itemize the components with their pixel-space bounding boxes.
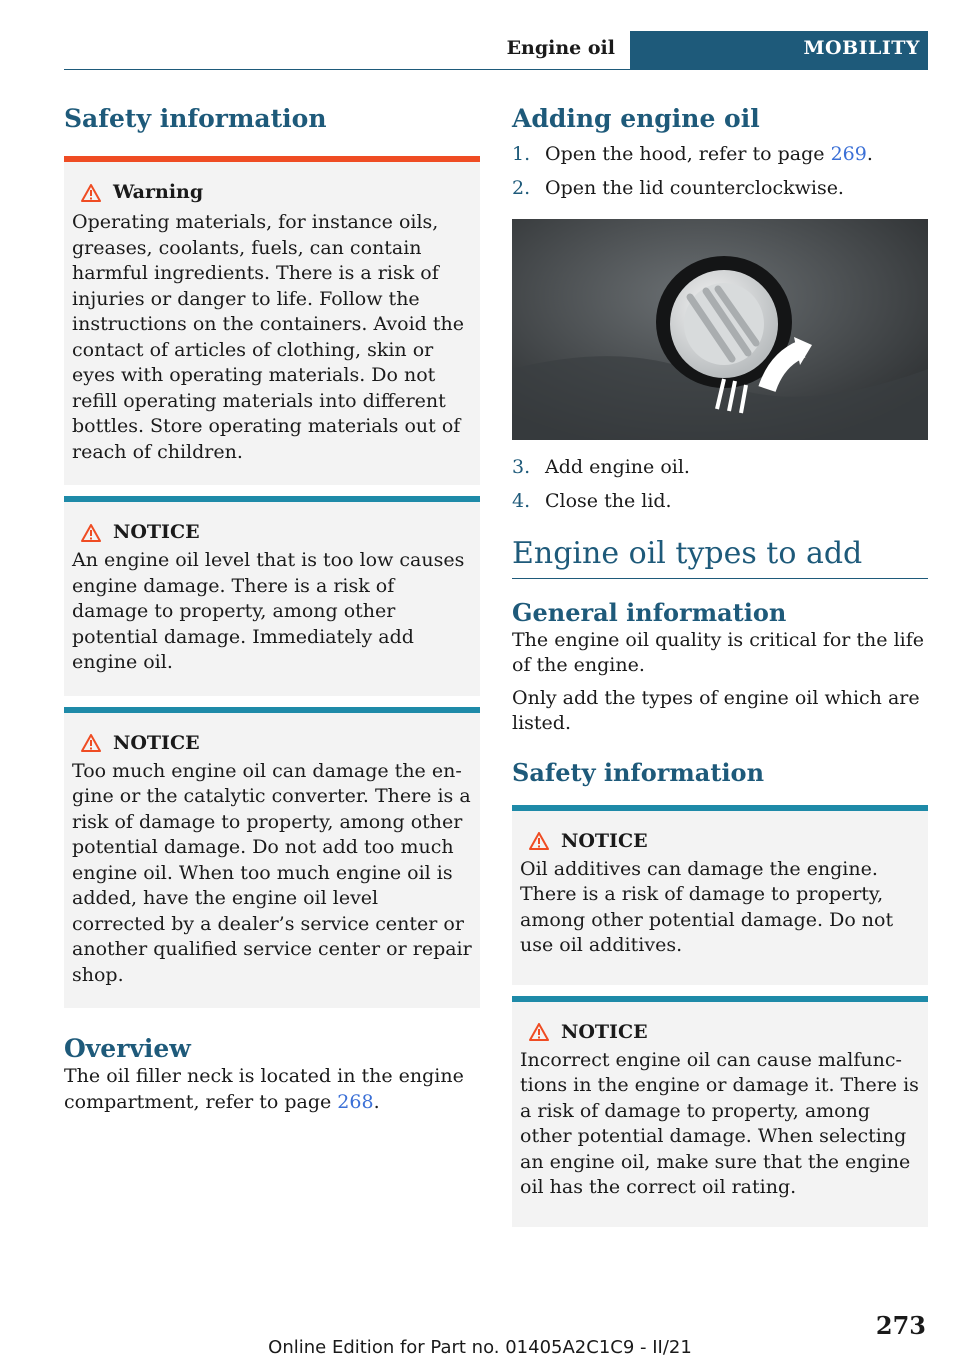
notice-title — [72, 731, 472, 756]
notice-title — [72, 520, 472, 545]
step-text-end: . — [866, 143, 873, 165]
section-heading-adding: Adding engine oil — [512, 104, 760, 133]
warning-triangle-icon — [529, 832, 561, 850]
general-paragraph-1: The engine oil quality is critical for the life of the engine. — [512, 628, 924, 677]
list-item — [512, 142, 928, 167]
header-chapter-tab: MOBILITY — [630, 31, 928, 70]
notice-text: An engine oil level that is too low causes engine damage. There is a risk of damage to property, among other potential damage. Immediately add engine oil. — [72, 549, 465, 673]
warning-label: Warning — [113, 181, 204, 203]
notice-text: Oil additives can damage the engine. There is a risk of damage to property, among other potential damage. Do not use oil additives. — [520, 857, 894, 957]
warning-triangle-icon — [81, 184, 113, 202]
section-heading-oil-types: Engine oil types to add — [512, 536, 863, 571]
notice-text: Incorrect engine oil can cause malfunctions in the engine or damage it. There is a risk of damage to property, among other potential damage. When selecting an engine oil, make sure that the engine oil has the correct oil rating. — [520, 1048, 919, 1199]
notice-box-too-much-oil — [64, 707, 480, 1009]
page-number: 273 — [875, 1311, 926, 1340]
notice-box-incorrect-oil — [512, 996, 928, 1227]
list-item — [512, 176, 928, 201]
steps-list-b — [512, 455, 928, 514]
page-header — [0, 31, 960, 71]
warning-triangle-icon — [529, 1023, 561, 1041]
overview-text-end: . — [373, 1090, 380, 1113]
page-link-268[interactable]: 268 — [337, 1090, 374, 1113]
notice-box-additives — [512, 805, 928, 985]
notice-label: NOTICE — [561, 1020, 648, 1043]
warning-box — [64, 156, 480, 485]
general-paragraph-2: Only add the types of engine oil which are listed. — [512, 686, 920, 735]
section-heading-general: General information — [512, 598, 787, 627]
step-text: Add engine oil. — [545, 456, 690, 478]
notice-label: NOTICE — [561, 829, 648, 852]
footer-edition: Online Edition for Part no. 01405A2C1C9 - II/21 — [268, 1337, 692, 1358]
right-column — [512, 104, 928, 1227]
oil-filler-cap-illustration — [512, 219, 928, 440]
step-text: Close the lid. — [545, 490, 672, 512]
step-text — [545, 142, 873, 167]
section-heading-safety-2: Safety information — [512, 757, 765, 787]
section-heading-oil-types-wrap — [512, 536, 928, 579]
overview-text — [64, 1064, 480, 1115]
left-column — [64, 104, 480, 1115]
notice-label: NOTICE — [113, 521, 200, 543]
page-link-269[interactable]: 269 — [830, 143, 867, 165]
notice-title — [520, 829, 920, 854]
header-rule — [64, 69, 630, 70]
warning-triangle-icon — [81, 524, 113, 542]
warning-text: Operating materials, for instance oils, greases, coolants, fuels, can contain harmful ingredients. There is a risk of injuries or danger to life. Follow the instructions on the containers. Avoid the contact of articles of clothing, skin or eyes with operating materials. Do not refill operating materials into different bottles. Store operating materials out of reach of children. — [72, 211, 464, 463]
notice-label: NOTICE — [113, 731, 200, 754]
notice-box-low-oil — [64, 496, 480, 696]
step-text-body: Open the hood, refer to page — [545, 143, 831, 165]
list-item — [512, 489, 928, 514]
step-number: 4. — [512, 490, 531, 512]
overview-text-body: The oil filler neck is located in the engine compartment, refer to page — [64, 1065, 464, 1113]
notice-title — [520, 1020, 920, 1045]
steps-list-a — [512, 142, 928, 201]
warning-title — [72, 180, 472, 205]
warning-triangle-icon — [81, 734, 113, 752]
notice-text: Too much engine oil can damage the engine or the catalytic converter. There is a risk of damage to property, among other potential damage. Do not add too much engine oil. When too much engine oil is added, have the engine oil level corrected by a dealer’s service center or another qualified service center or repair shop. — [72, 759, 472, 986]
section-heading-overview: Overview — [64, 1034, 191, 1063]
header-section-title: Engine oil — [506, 37, 615, 59]
step-number: 1. — [512, 143, 531, 165]
step-number: 3. — [512, 456, 531, 478]
list-item — [512, 455, 928, 480]
section-heading-safety: Safety information — [64, 104, 327, 133]
step-number: 2. — [512, 177, 531, 199]
step-text: Open the lid counterclockwise. — [545, 177, 844, 199]
